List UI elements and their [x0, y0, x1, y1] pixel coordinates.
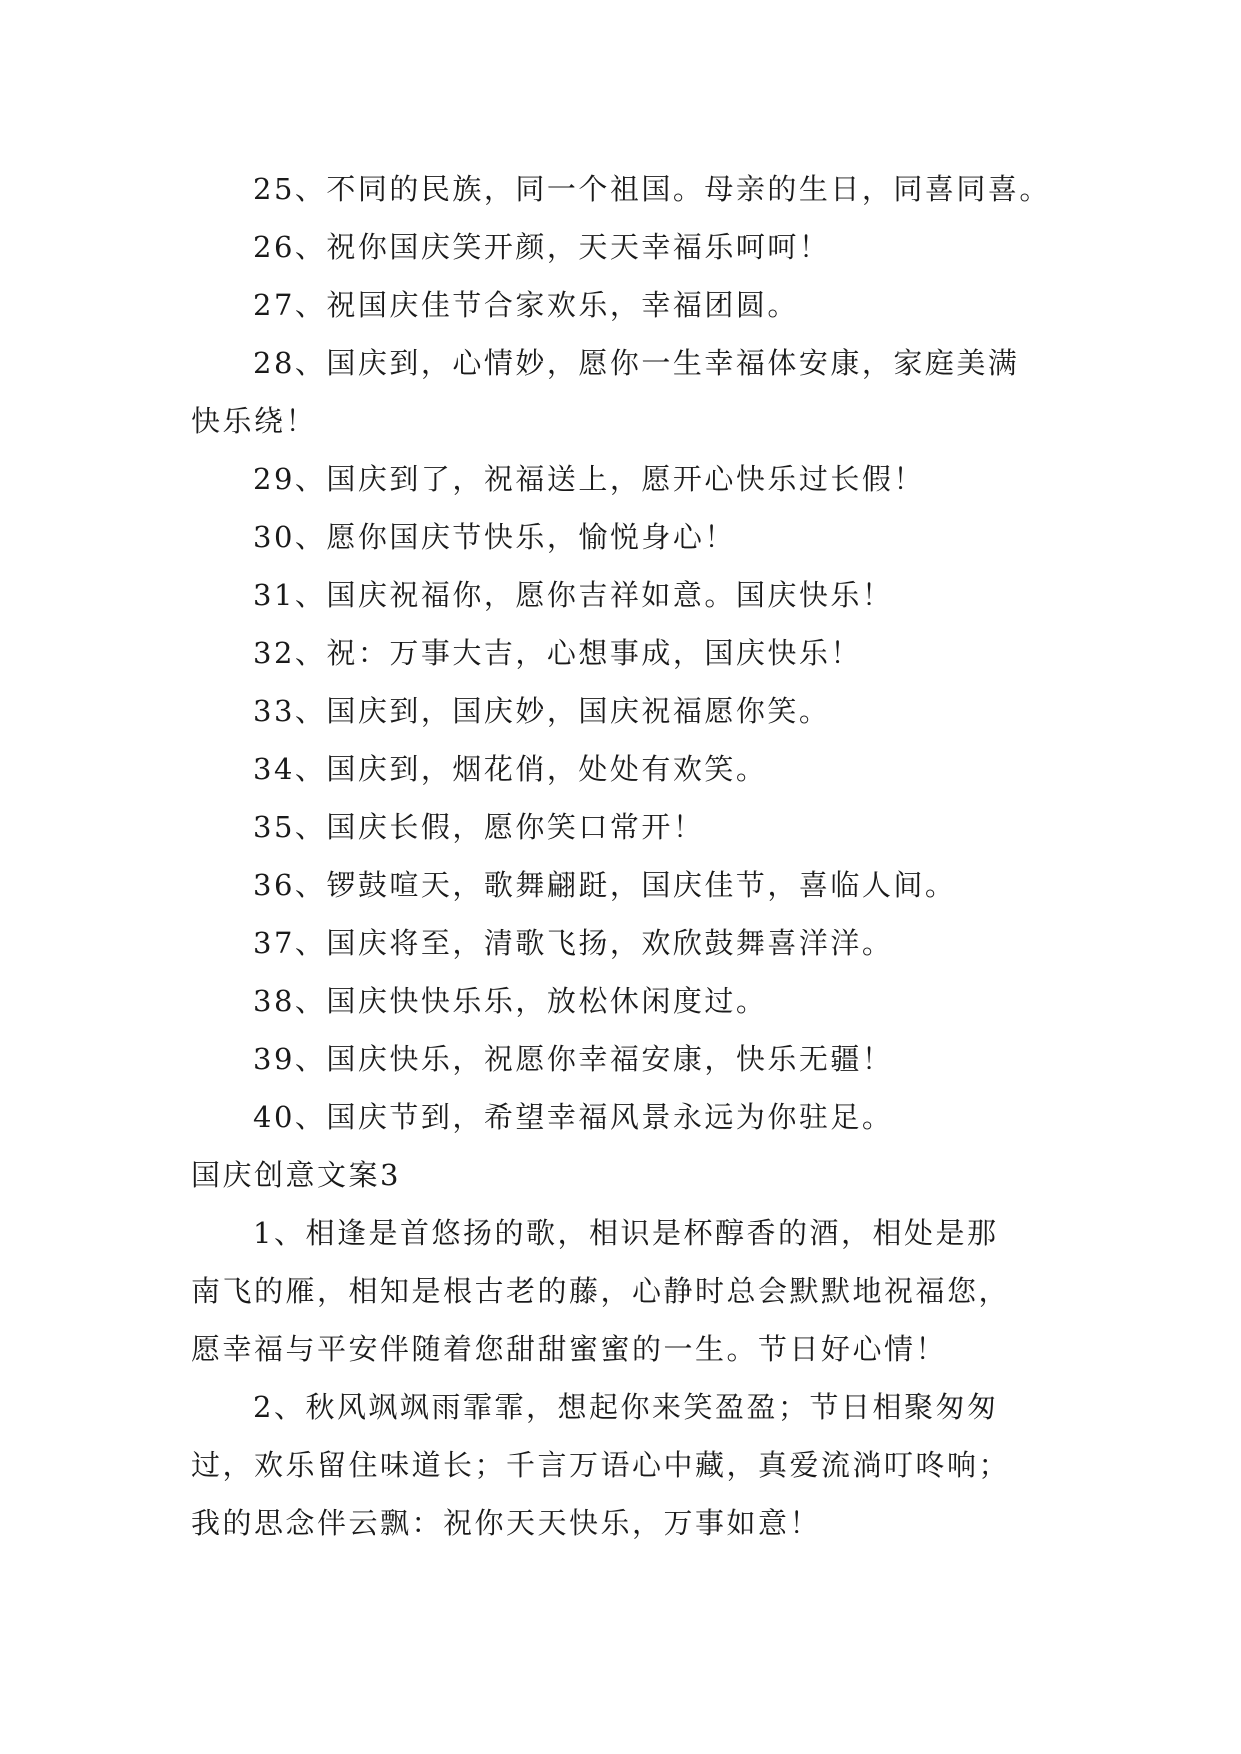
list-item: 26、祝你国庆笑开颜，天天幸福乐呵呵！ [253, 230, 831, 264]
document-body [191, 160, 1051, 1552]
list-item-continuation: 快乐绕！ [191, 404, 318, 438]
list-item: 30、愿你国庆节快乐，愉悦身心！ [253, 520, 736, 554]
paragraph-line: 1、相逢是首悠扬的歌，相识是杯醇香的酒，相处是那 [253, 1216, 999, 1250]
paragraph [191, 1378, 1051, 1552]
paragraph-line: 过，欢乐留住味道长；千言万语心中藏，真爱流淌叮咚响； [191, 1448, 1011, 1482]
list-item: 29、国庆到了，祝福送上，愿开心快乐过长假！ [253, 462, 925, 496]
list-item: 39、国庆快乐，祝愿你幸福安康，快乐无疆！ [253, 1042, 894, 1076]
list-item: 35、国庆长假，愿你笑口常开！ [253, 810, 705, 844]
paragraph-line: 我的思念伴云飘：祝你天天快乐，万事如意！ [191, 1506, 822, 1540]
list-item: 33、国庆到，国庆妙，国庆祝福愿你笑。 [253, 694, 831, 728]
list-item: 32、祝：万事大吉，心想事成，国庆快乐！ [253, 636, 862, 670]
list-item: 25、不同的民族，同一个祖国。母亲的生日，同喜同喜。 [253, 172, 1051, 206]
list-item: 31、国庆祝福你，愿你吉祥如意。国庆快乐！ [253, 578, 894, 612]
paragraph-line: 南飞的雁，相知是根古老的藤，心静时总会默默地祝福您， [191, 1274, 1011, 1308]
paragraph-line: 愿幸福与平安伴随着您甜甜蜜蜜的一生。节日好心情！ [191, 1332, 948, 1366]
list-item: 40、国庆节到，希望幸福风景永远为你驻足。 [253, 1100, 894, 1134]
paragraph-line: 2、秋风飒飒雨霏霏，想起你来笑盈盈；节日相聚匆匆 [253, 1390, 999, 1424]
list-item: 28、国庆到，心情妙，愿你一生幸福体安康，家庭美满 [253, 346, 1020, 380]
list-item: 37、国庆将至，清歌飞扬，欢欣鼓舞喜洋洋。 [253, 926, 894, 960]
list-item: 36、锣鼓喧天，歌舞翩跹，国庆佳节，喜临人间。 [253, 868, 957, 902]
paragraph [191, 1204, 1051, 1378]
section-heading: 国庆创意文案3 [191, 1158, 401, 1192]
list-item: 27、祝国庆佳节合家欢乐，幸福团圆。 [253, 288, 799, 322]
list-item: 38、国庆快快乐乐，放松休闲度过。 [253, 984, 768, 1018]
list-item: 34、国庆到，烟花俏，处处有欢笑。 [253, 752, 768, 786]
